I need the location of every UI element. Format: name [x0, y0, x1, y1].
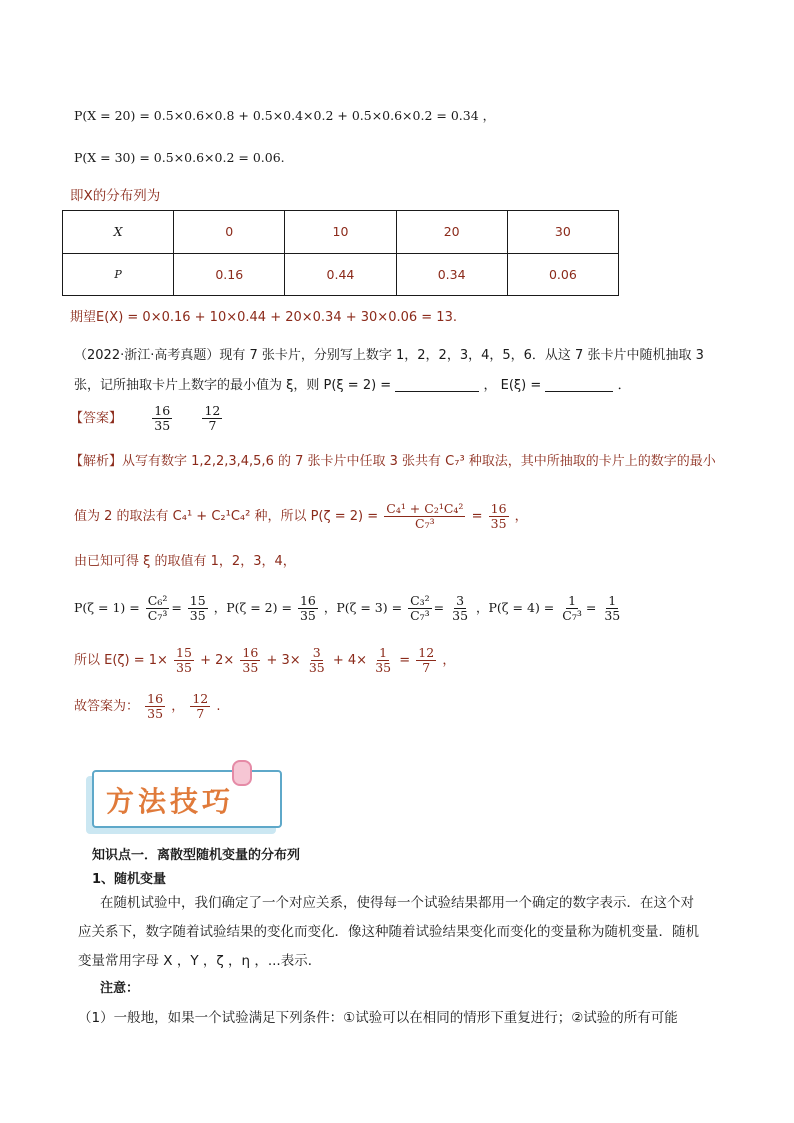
problem-text: E(ξ) =: [500, 378, 542, 393]
fraction: $\frac{\text{C₄¹ + C₂¹C₄²}}{\text{C₇³}}$: [386, 501, 464, 531]
table-cell: 0.06: [507, 253, 618, 296]
knowledge-paragraph: 在随机试验中，我们确定了一个对应关系，使得每一个试验结果都用一个确定的数字表示．在这个对 应关系下，数字随着试验结果的变化而变化．像这种随着试验结果变化而变化的变量称为随机变量．随机 变量常用字母 X ，Y ，ζ ，η ，...表示．: [78, 895, 699, 969]
section-badge-title: 方法技巧: [106, 785, 235, 818]
answer-blank-1[interactable]: [395, 377, 479, 392]
fraction: $\frac{15}{35}$: [176, 645, 192, 675]
answer-row: [70, 402, 224, 436]
fraction: $\frac{\text{C₆²}}{\text{C₇³}}$: [147, 593, 168, 623]
table-row-label-p: P: [63, 253, 174, 296]
dist-heading: 即X的分布列为: [70, 188, 161, 204]
fraction: $\frac{16}{35}$: [490, 501, 507, 531]
table-row-label-x: X: [63, 211, 174, 254]
fraction: $\frac{3}{35}$: [308, 645, 325, 675]
problem-text: 张，记所抽取卡片上数字的最小值为 ξ，则 P(ξ = 2) =: [74, 378, 392, 393]
calc-p30: P(X = 30) = 0.5×0.6×0.2 = 0.06.: [74, 150, 285, 165]
problem-line2: [74, 376, 631, 396]
fraction: $\frac{1}{35}$: [375, 645, 392, 675]
table-row: [63, 211, 619, 254]
fraction: $\frac{16}{35}$: [147, 691, 164, 721]
fraction: $\frac{15}{35}$: [189, 593, 206, 623]
answer-label: 【答案】: [70, 411, 123, 426]
table-cell: 0.44: [285, 253, 396, 296]
paperclip-icon: [232, 760, 252, 786]
analysis-line3: 由已知可得 ξ 的取值有 1，2，3，4，: [74, 554, 296, 569]
fraction: $\frac{1}{35}$: [604, 593, 621, 623]
analysis-line6: 故答案为： $\frac{16}{35}$ ， $\frac{12}{7}$ .: [74, 691, 221, 721]
table-cell: 0.34: [396, 253, 507, 296]
knowledge-title: 知识点一．离散型随机变量的分布列: [92, 848, 301, 863]
fraction: $\frac{12}{7}$: [192, 691, 209, 721]
calc-p20: P(X = 20) = 0.5×0.6×0.8 + 0.5×0.4×0.2 + 0.5×0.6×0.2 = 0.34 ，: [74, 108, 496, 123]
table-cell: 20: [396, 211, 507, 254]
expectation: 期望E(X) = 0×0.16 + 10×0.44 + 20×0.34 + 30×0.06 = 13.: [70, 310, 457, 325]
analysis-line2: 值为 2 的取法有 C₄¹ + C₂¹C₄² 种，所以 P(ζ = 2) = $\frac{\text{C₄¹ + C₂¹C₄²}}{\text{C₇³}}$ = $\frac{16}{35}$ ，: [74, 501, 528, 531]
distribution-table: [62, 210, 619, 296]
table-cell: 10: [285, 211, 396, 254]
analysis-line5: 所以 E(ζ) = 1× $\frac{15}{35}$ + 2× $\frac{16}{35}$ + 3× $\frac{3}{35}$ + 4× $\frac{1}{35}$ = $\frac{12}{7}$ ，: [74, 645, 456, 675]
fraction: $\frac{16}{35}$: [299, 593, 316, 623]
fraction: $\frac{12}{7}$: [418, 645, 435, 675]
fraction: $\frac{3}{35}$: [452, 593, 469, 623]
analysis-line4: P(ζ = 1) = $\frac{\text{C₆²}}{\text{C₇³}}$ = $\frac{15}{35}$ ，P(ζ = 2) = $\frac{16}{35}$ ，P(ζ = 3) = $\frac{\text{C₃²}}{\text{C₇³}}$ = $\frac{3}{35}$ ，P(ζ = 4) = $\frac{1}{\text{C₇³}}$ = $\frac{1}{35}$: [74, 593, 621, 623]
table-cell: 30: [507, 211, 618, 254]
note-label: 注意：: [100, 981, 140, 996]
section-badge: [92, 770, 282, 828]
fraction: $\frac{\text{C₃²}}{\text{C₇³}}$: [410, 593, 430, 623]
answer-fraction-2: $\frac{12}{7}$: [204, 403, 221, 433]
problem-end: ．: [617, 378, 631, 393]
answer-blank-2[interactable]: [545, 377, 613, 392]
problem-sep: ，: [483, 378, 497, 393]
note-item-1: （1）一般地，如果一个试验满足下列条件：①试验可以在相同的情形下重复进行；②试验的所有可能: [78, 1010, 678, 1026]
knowledge-subtitle: 1、随机变量: [92, 872, 167, 887]
fraction: $\frac{16}{35}$: [242, 645, 259, 675]
problem-line1: （2022·浙江·高考真题）现有 7 张卡片，分别写上数字 1，2，2，3，4，5，6．从这 7 张卡片中随机抽取 3: [74, 348, 704, 363]
analysis-line1: 【解析】从写有数字 1,2,2,3,4,5,6 的 7 张卡片中任取 3 张共有 C₇³ 种取法，其中所抽取的卡片上的数字的最小: [70, 454, 716, 469]
analysis-label: 【解析】: [70, 454, 123, 469]
table-row: [63, 253, 619, 296]
table-cell: 0: [174, 211, 285, 254]
answer-fraction-1: $\frac{16}{35}$: [154, 403, 171, 433]
table-cell: 0.16: [174, 253, 285, 296]
fraction: $\frac{1}{\text{C₇³}}$: [562, 593, 582, 623]
